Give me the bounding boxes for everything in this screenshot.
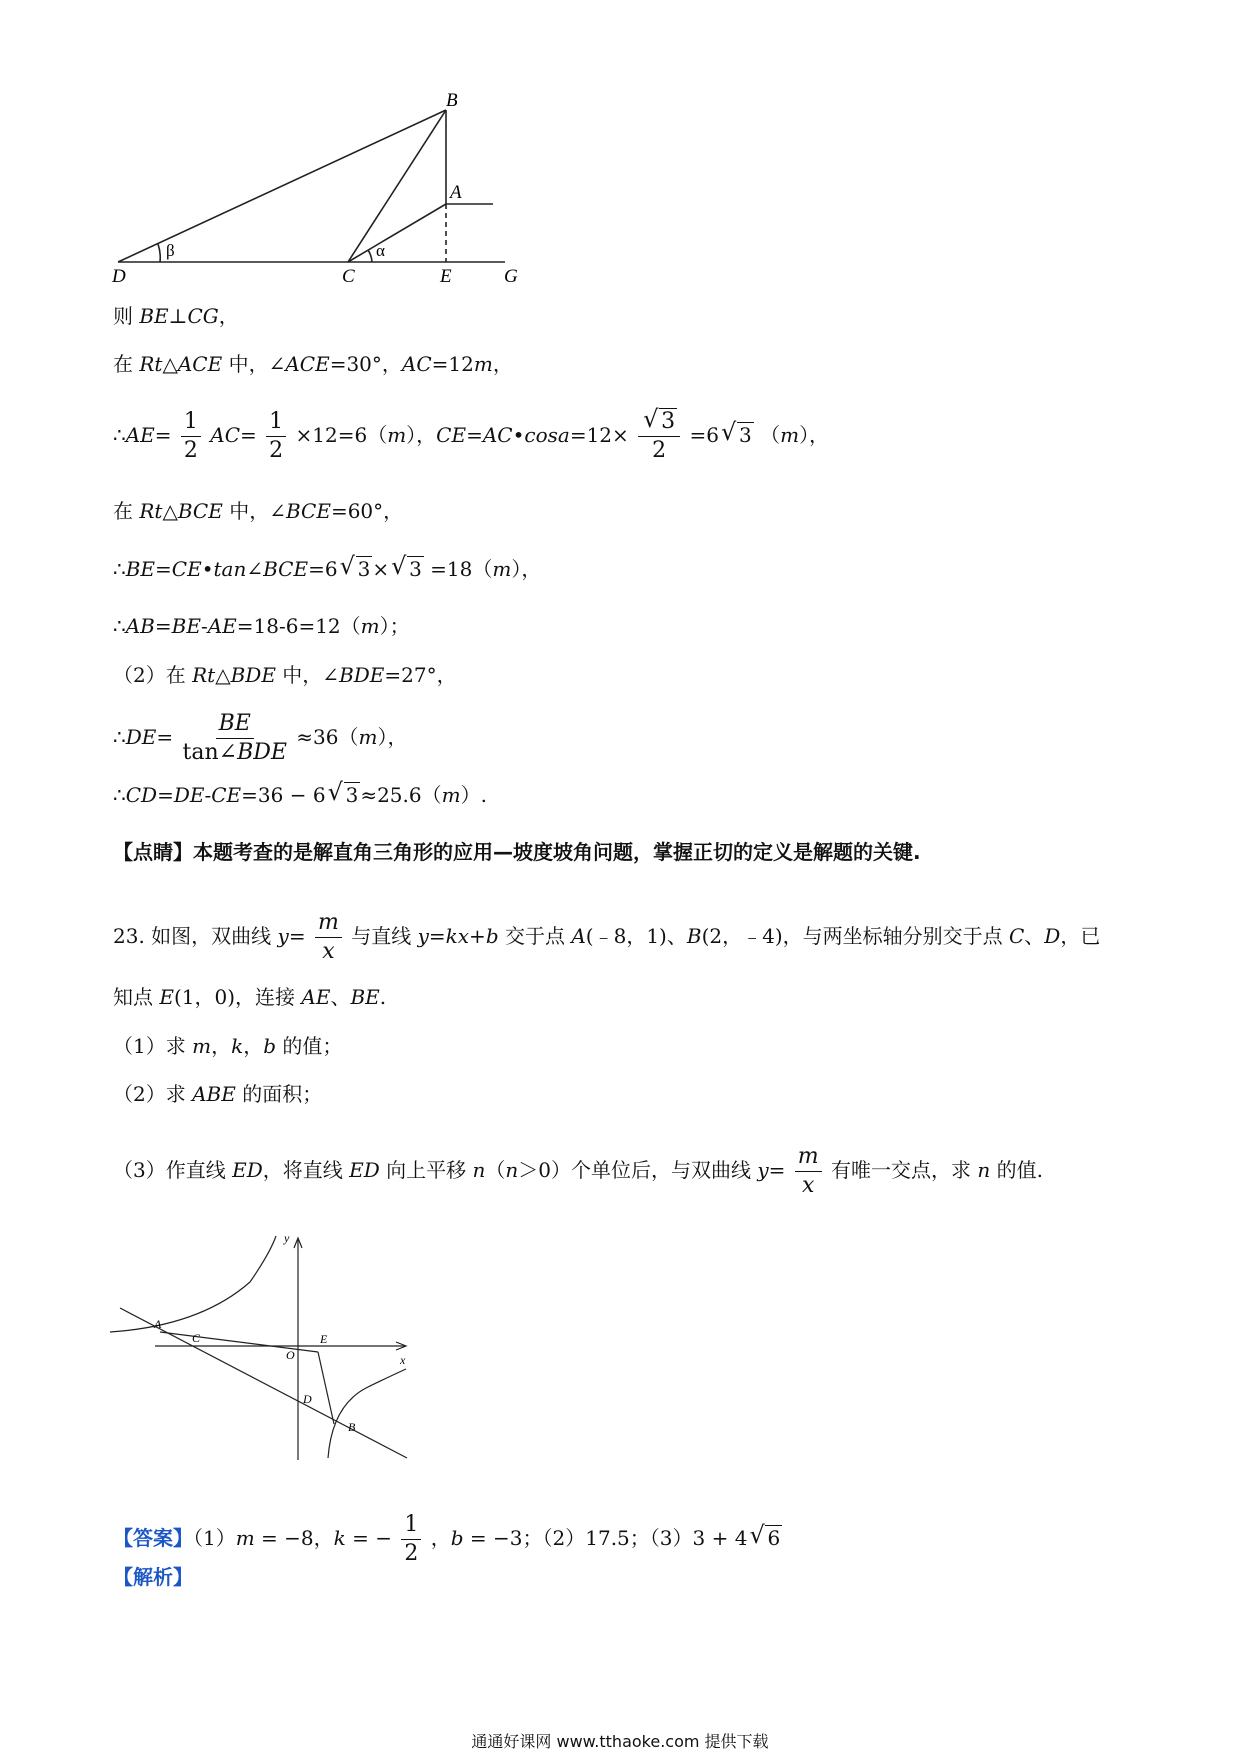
text: ∴ (113, 725, 126, 749)
text: (1，0)，连接 (173, 985, 302, 1009)
text: =30°， (329, 352, 402, 376)
text: D (1044, 924, 1061, 948)
text: . (379, 985, 387, 1009)
text: m (360, 614, 380, 638)
numerator (638, 408, 680, 437)
question-23-part-3 (113, 1143, 1043, 1200)
answer-label: 【答案】 (113, 1526, 193, 1550)
text: ，将直线 (262, 1158, 350, 1182)
text: BDE (230, 663, 276, 687)
text: AE (207, 614, 237, 638)
text: b (450, 1526, 464, 1550)
text: ）， (799, 423, 830, 447)
radicand: 3 (357, 557, 371, 581)
numerator: 1 (181, 408, 201, 437)
label-B: B (446, 90, 458, 111)
text: ， (243, 1034, 264, 1058)
text: ，已 (1060, 924, 1101, 948)
text: ）， (511, 557, 542, 581)
text: △ (162, 352, 178, 376)
text: 与直线 (351, 924, 418, 948)
label-B: B (348, 1420, 356, 1434)
text: ED (232, 1158, 263, 1182)
text: （2）在 (113, 663, 193, 687)
text: ≈36（ (296, 725, 359, 749)
label-C: C (342, 266, 355, 287)
text: △ (215, 663, 231, 687)
triangle-figure (110, 90, 530, 290)
radicand: 6 (767, 1526, 781, 1550)
text: ）， (406, 423, 437, 447)
text: cosa (524, 423, 570, 447)
denominator (183, 739, 287, 767)
radicand: 3 (661, 409, 676, 434)
text: BE (171, 614, 201, 638)
text: E (159, 985, 174, 1009)
text: ， (211, 1034, 232, 1058)
dianjing-label: 【点睛】 (113, 840, 193, 864)
label-E: E (320, 1332, 328, 1346)
text: （1）求 (113, 1034, 193, 1058)
text: 、 (330, 985, 351, 1009)
text: ， (218, 304, 239, 328)
text: （2）求 (113, 1082, 193, 1106)
text: 知点 (113, 985, 160, 1009)
text: 中，∠ (275, 663, 340, 687)
text: B (686, 924, 702, 948)
text-line-9 (113, 781, 487, 809)
text: ×12=6（ (295, 423, 388, 447)
text: = (156, 725, 174, 749)
text: CE (211, 783, 242, 807)
text: ∴ (113, 783, 126, 807)
text: CG (187, 304, 219, 328)
text-line-5 (113, 555, 541, 583)
text: = (154, 423, 172, 447)
text-line-3 (113, 408, 829, 465)
question-23-part-1 (113, 1032, 342, 1060)
text-line-8 (113, 710, 407, 767)
text: ∴ (113, 614, 126, 638)
text: 的值. (990, 1158, 1043, 1182)
text: = (155, 557, 172, 581)
text: b (263, 1034, 276, 1058)
text: AC (210, 423, 241, 447)
text: 的值； (276, 1034, 343, 1058)
text: △ (162, 499, 178, 523)
text: y (757, 1158, 769, 1182)
text: - (204, 783, 212, 807)
text: = (288, 924, 306, 948)
text: 在 (113, 499, 140, 523)
text: m (492, 557, 512, 581)
text: tan (213, 557, 247, 581)
text: 在 (113, 352, 140, 376)
numerator: m (795, 1143, 822, 1172)
text: （1） (193, 1526, 236, 1550)
text: 有唯一交点，求 (831, 1158, 978, 1182)
text: 36 − 6 (257, 783, 326, 807)
label-D: D (303, 1392, 312, 1406)
text: Rt (139, 352, 163, 376)
label-x: x (400, 1353, 406, 1367)
text: BCE (285, 499, 331, 523)
text: AE (301, 985, 331, 1009)
radicand: 3 (345, 783, 359, 807)
text: C (1008, 924, 1025, 948)
text: ＞0）个单位后，与双曲线 (518, 1158, 758, 1182)
fraction (401, 1511, 421, 1568)
answer-line (113, 1511, 782, 1568)
text: ≈25.6（ (360, 783, 442, 807)
fraction (183, 710, 287, 767)
fraction (795, 1143, 822, 1200)
numerator: m (315, 909, 342, 938)
jiexi-line (113, 1563, 193, 1591)
text-line-4 (113, 497, 403, 525)
text: CD (125, 783, 158, 807)
text: =27°， (384, 663, 457, 687)
text: DE (173, 783, 205, 807)
text: ）； (379, 614, 410, 638)
fraction (266, 408, 286, 465)
sqrt (749, 1524, 782, 1552)
text: ∠ (246, 557, 264, 581)
text: ）. (460, 783, 487, 807)
text: = (768, 1158, 786, 1182)
label-beta: β (166, 241, 175, 260)
jiexi-label: 【解析】 (113, 1565, 193, 1589)
text: m (780, 423, 800, 447)
denominator: x (801, 1173, 815, 1198)
text: Rt (139, 499, 163, 523)
text: n (505, 1158, 519, 1182)
text: （ (760, 423, 781, 447)
text: ⊥ (168, 304, 188, 328)
text: =60°， (330, 499, 404, 523)
text: + (469, 924, 486, 948)
text: ABE (192, 1082, 236, 1106)
text: 23. 如图，双曲线 (113, 924, 278, 948)
text: k (333, 1526, 346, 1550)
text: BCE (177, 499, 223, 523)
denominator: 2 (652, 438, 667, 463)
text: BE (125, 557, 156, 581)
text: m (358, 725, 378, 749)
numerator: 1 (266, 408, 286, 437)
label-A: A (450, 182, 462, 203)
text: • (512, 423, 525, 447)
text: = (240, 423, 257, 447)
denominator: 2 (404, 1541, 419, 1566)
label-y: y (284, 1231, 290, 1245)
sqrt (643, 408, 677, 436)
text: 的面积； (235, 1082, 323, 1106)
fraction (315, 909, 342, 966)
sqrt (328, 781, 361, 809)
text: 、 (1024, 924, 1045, 948)
fraction (181, 408, 201, 465)
text: m (235, 1526, 255, 1550)
text: 交于点 (498, 924, 572, 948)
text: ACE (177, 352, 223, 376)
text: =18-6=12（ (236, 614, 361, 638)
text: AB (125, 614, 155, 638)
text: = (154, 614, 172, 638)
text: BDE (339, 663, 385, 687)
text: =6 (308, 557, 338, 581)
dianjing-line (113, 838, 921, 866)
text-line-6 (113, 612, 410, 640)
label-alpha: α (376, 241, 385, 260)
text-line-7 (113, 661, 457, 689)
text: BCE (263, 557, 309, 581)
radicand: 3 (409, 557, 422, 581)
radicand: 3 (739, 423, 752, 447)
question-23-line-2 (113, 983, 386, 1011)
numerator: BE (216, 710, 254, 739)
text: （ (485, 1158, 506, 1182)
text: y (277, 924, 289, 948)
text: 则 (113, 304, 140, 328)
text: (﹣8，1)、 (585, 924, 687, 948)
text: （3）作直线 (113, 1158, 233, 1182)
fraction (638, 408, 680, 465)
label-O: O (286, 1348, 295, 1362)
text: BDE (237, 740, 287, 765)
hyperbola-figure (110, 1228, 440, 1468)
text: =18（ (423, 557, 493, 581)
text: k (231, 1034, 244, 1058)
text: (2，﹣4)，与两坐标轴分别交于点 (701, 924, 1009, 948)
text: ED (349, 1158, 380, 1182)
text: = −3 (463, 1526, 523, 1550)
label-A: A (154, 1317, 162, 1331)
text: AC (401, 352, 432, 376)
text: • (201, 557, 214, 581)
text: ∴ (113, 557, 126, 581)
text: y (417, 924, 429, 948)
text: CE (171, 557, 202, 581)
text: = (241, 783, 258, 807)
label-C: C (192, 1331, 201, 1345)
text: CE (436, 423, 467, 447)
text: A (571, 924, 586, 948)
text: BE (139, 304, 169, 328)
denominator: x (322, 939, 335, 964)
text: = − (345, 1526, 393, 1550)
text: ACE (285, 352, 330, 376)
text: - (200, 614, 208, 638)
text: Rt (192, 663, 216, 687)
text: kx (445, 924, 470, 948)
text: m (473, 352, 493, 376)
text: = (428, 924, 446, 948)
text: tan∠ (182, 740, 238, 765)
text: 本题考查的是解直角三角形的应用—坡度坡角问题，掌握正切的定义是解题的关键. (193, 840, 921, 864)
question-23-part-2 (113, 1080, 322, 1108)
text: DE (125, 725, 157, 749)
sqrt (340, 555, 373, 583)
denominator: 2 (183, 438, 198, 463)
text: = (466, 423, 483, 447)
sqrt (721, 421, 754, 449)
text: 中，∠ (222, 499, 286, 523)
numerator: 1 (401, 1511, 421, 1540)
text: b (485, 924, 499, 948)
text: =6 (689, 423, 719, 447)
label-D: D (112, 266, 126, 287)
text: × (372, 557, 390, 581)
text: AE (125, 423, 155, 447)
text: ∴ (113, 423, 126, 447)
text: =12× (569, 423, 629, 447)
text: ， (492, 352, 513, 376)
text: n (472, 1158, 486, 1182)
text-line-2 (113, 350, 513, 378)
text: ；（2）17.5；（3） (522, 1526, 693, 1550)
text: 中，∠ (222, 352, 286, 376)
page-footer: 通通好课网 www.tthaoke.com 提供下载 (471, 1732, 769, 1751)
text: 3 + 4 (692, 1526, 748, 1550)
text: AC (482, 423, 513, 447)
text: m (192, 1034, 212, 1058)
text: n (977, 1158, 991, 1182)
label-G: G (504, 266, 518, 287)
sqrt (391, 555, 424, 583)
text: = (157, 783, 174, 807)
text: m (441, 783, 461, 807)
question-23-line-1 (113, 909, 1100, 966)
denominator: 2 (269, 438, 284, 463)
text: ）， (377, 725, 408, 749)
text: 向上平移 (379, 1158, 473, 1182)
text: = −8， (254, 1526, 334, 1550)
label-E: E (440, 266, 452, 287)
text: ， (430, 1526, 451, 1550)
text: =12 (431, 352, 474, 376)
text-line-1 (113, 302, 239, 330)
text: m (387, 423, 407, 447)
text: BE (350, 985, 380, 1009)
